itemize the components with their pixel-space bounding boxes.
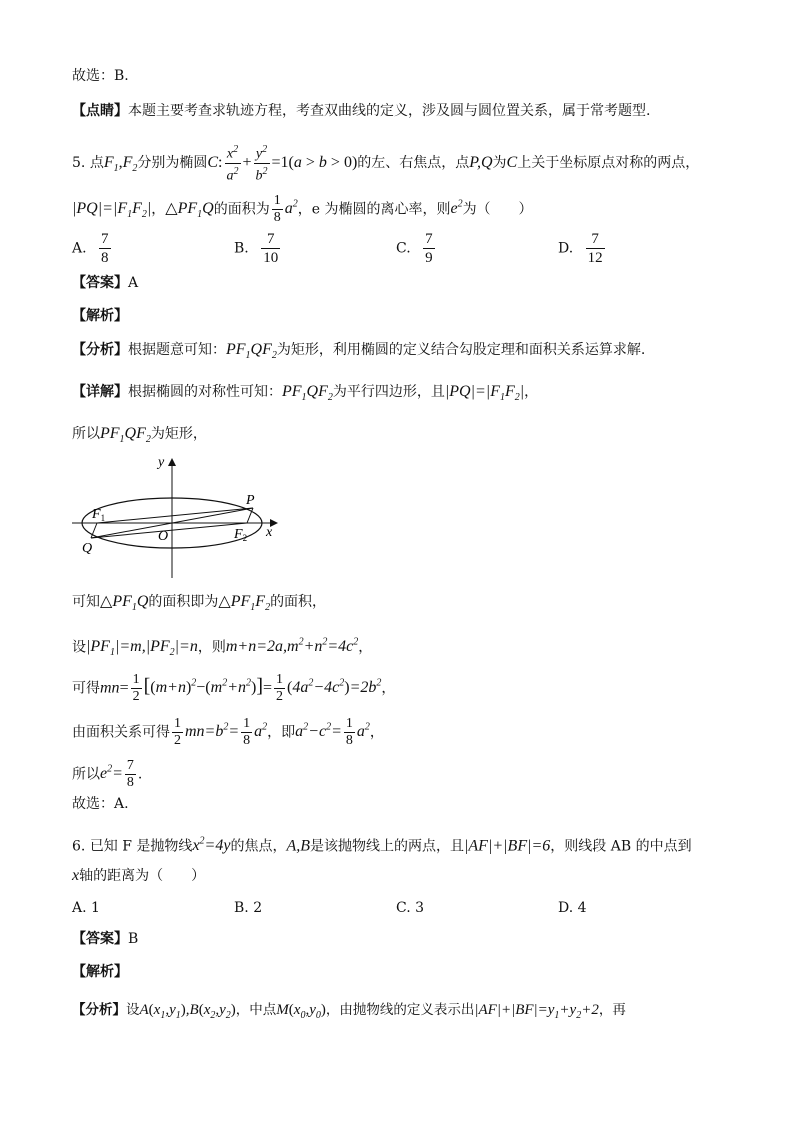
q6-text: 是该抛物线上的两点，且: [310, 838, 464, 855]
prev-comment: [72, 101, 650, 121]
area-text: ，: [369, 724, 384, 741]
prev-answer: 故选：B.: [72, 68, 129, 84]
option-value: 4: [577, 900, 587, 916]
q5-set: 设$|PF_1|=m,|PF_2|=n$，则$m+n=2a,m^2+n^2=4c^2$，: [72, 637, 373, 659]
q6-stem-line2: [72, 866, 205, 886]
option-label: A.: [72, 240, 87, 257]
option-den: 8: [101, 250, 109, 266]
segment-pf1: [97, 508, 253, 523]
q6-option-a[interactable]: [72, 898, 100, 918]
analysis-text: 根据题意可知：: [128, 342, 226, 358]
q6-option-d[interactable]: [558, 898, 587, 918]
get-text: ，: [381, 680, 396, 697]
label-q: Q: [82, 541, 93, 556]
label-f2: $F_2$: [234, 527, 248, 543]
q5-choose: 故选：A.: [72, 796, 129, 812]
label-o: O: [158, 529, 169, 544]
q5-text: 上关于坐标原点对称的两点，: [517, 155, 700, 172]
know-text: 可知: [72, 594, 100, 610]
answer-tag: 【答案】: [72, 275, 128, 291]
q5-so-rect: 所以$PF_1QF_2$为矩形，: [72, 425, 207, 446]
q5-text: 的面积为: [213, 201, 270, 218]
label-p: P: [246, 493, 255, 508]
so2-text: 所以: [72, 766, 100, 783]
q6-text: 轴的距离为（ ）: [79, 868, 206, 884]
q5-area: 由面积关系可得 $\frac{1}{2}$ $mn=b^2=$ $\frac{1}{8}$ $a^2$，即$a^2-c^2=$ $\frac{1}{8}$ $a^2$，: [72, 715, 384, 748]
q5-text: 点: [89, 155, 104, 172]
analysis-tag: 【分析】: [72, 1002, 126, 1018]
y-axis-arrow: [168, 458, 176, 466]
q5-know: 可知$\triangle PF_1Q$的面积即为$\triangle PF_1F_2$的面积，: [72, 593, 327, 614]
option-label: D.: [558, 900, 574, 916]
q5-detail: 【详解】根据椭圆的对称性可知：$PF_1QF_2$为平行四边形，且$|PQ|=|F_1F_2|$，: [72, 383, 539, 404]
segment-qf2: [91, 523, 247, 538]
q5-text: ，: [151, 201, 166, 218]
q5-answer: [72, 273, 138, 293]
option-num: 7: [591, 231, 599, 247]
q6-jiexi: [72, 962, 128, 982]
q5-number: 5.: [72, 155, 86, 172]
option-label: A.: [72, 900, 87, 916]
set-text: ，则: [197, 639, 226, 656]
q5-text: ，e 为椭圆的离心率，则: [297, 201, 451, 218]
option-den: 9: [425, 250, 433, 266]
q5-text: 的左、右焦点，点: [357, 155, 470, 172]
option-label: D.: [558, 240, 574, 257]
analysis-text: ，中点: [235, 1002, 277, 1018]
jiexi-tag: 【解析】: [72, 964, 128, 980]
q6-analysis: 【分析】设$A(x_1,y_1),B(x_2,y_2)$，中点$M(x_0,y_0)$，由抛物线的定义表示出$|AF|+|BF|=y_1+y_2+2$，再: [72, 1002, 626, 1021]
q5-so2: 所以$e^2=$ $\frac{7}{8}$ .: [72, 757, 143, 790]
option-den: 12: [587, 250, 603, 266]
set-text: ，: [358, 639, 373, 656]
jiexi-tag: 【解析】: [72, 308, 128, 324]
option-label: B.: [234, 240, 249, 257]
detail-tag: 【详解】: [72, 384, 128, 400]
option-label: B.: [234, 900, 249, 916]
q5-jiexi: [72, 306, 128, 326]
q5-option-c[interactable]: [396, 230, 437, 267]
label-x: x: [266, 525, 273, 540]
option-label: C.: [396, 900, 411, 916]
answer-value: B: [128, 931, 139, 947]
q5-option-d[interactable]: [558, 230, 607, 267]
q6-text: 已知 F 是抛物线: [89, 838, 193, 855]
option-num: 7: [425, 231, 433, 247]
q5-option-b[interactable]: [234, 230, 282, 267]
answer-tag: 【答案】: [72, 931, 128, 947]
q5-text: 为（ ）: [462, 201, 533, 218]
so2-text: .: [137, 766, 143, 783]
q5-stem-line1: 5. 点$F_1,F_2$分别为椭圆C: $\frac{x^2}{a^2}$ + $\frac{y^2}{b^2}$ =1(a > b > 0)的左、右焦点，点P,Q为C上关于坐标原点对称的两点，: [72, 144, 700, 184]
option-num: 7: [266, 231, 275, 247]
analysis-tag: 【分析】: [72, 342, 128, 358]
comment-text: 本题主要考查求轨迹方程，考查双曲线的定义，涉及圆与圆位置关系，属于常考题型.: [128, 103, 651, 119]
q6-text: ，则线段 AB 的中点到: [550, 838, 692, 855]
q5-stem-line2: $|PQ|=|F_1F_2|$，$\triangle PF_1Q$的面积为 $\frac{1}{8}$ $a^2$，e 为椭圆的离心率，则$e^2$为（ ）: [72, 192, 533, 225]
so-text: 所以: [72, 426, 100, 442]
know-text: 的面积，: [270, 594, 327, 610]
q6-option-c[interactable]: [396, 898, 424, 918]
label-f1: $F_1$: [92, 507, 106, 523]
detail-text: ，: [524, 384, 539, 400]
q5-option-a[interactable]: [72, 230, 113, 267]
q6-axis: x: [72, 867, 80, 884]
option-den: 10: [263, 250, 279, 266]
q6-stem-line1: 6. 已知 F 是抛物线$x^2=4y$的焦点，A,B是该抛物线上的两点，且|AF|+|BF|=6，则线段 AB 的中点到: [72, 836, 692, 855]
get-text: 可得: [72, 680, 100, 697]
so-text: 为矩形，: [150, 426, 207, 442]
set-text: 设: [72, 639, 86, 656]
option-num: 7: [101, 231, 109, 247]
area-text: ，即: [267, 724, 296, 741]
q6-option-b[interactable]: [234, 898, 262, 918]
q5-analysis: 【分析】根据题意可知：$PF_1QF_2$为矩形，利用椭圆的定义结合勾股定理和面积关系运算求解.: [72, 341, 646, 362]
q5-text: 分别为椭圆: [137, 155, 208, 172]
answer-value: A: [128, 275, 139, 291]
q6-number: 6.: [72, 838, 86, 855]
label-y: y: [158, 455, 165, 470]
analysis-text: 设: [126, 1002, 140, 1018]
analysis-text: ，再: [598, 1002, 626, 1018]
option-value: 2: [253, 900, 263, 916]
q6-text: 的焦点，: [230, 838, 287, 855]
q5-get: 可得mn= $\frac{1}{2}$ $[(m+n)^2-(m^2+n^2)]=$ $\frac{1}{2}$ $(4a^2-4c^2)=2b^2$，: [72, 671, 396, 704]
q6-answer: [72, 929, 138, 949]
area-text: 由面积关系可得: [72, 724, 170, 741]
q5-text: 为: [492, 155, 507, 172]
ellipse-figure: [70, 452, 290, 582]
analysis-text: 为矩形，利用椭圆的定义结合勾股定理和面积关系运算求解.: [276, 342, 646, 358]
detail-text: 根据椭圆的对称性可知：: [128, 384, 282, 400]
option-label: C.: [396, 240, 411, 257]
analysis-text: ，由抛物线的定义表示出: [325, 1002, 475, 1018]
option-value: 1: [91, 900, 100, 916]
detail-text: 为平行四边形，且: [332, 384, 445, 400]
option-value: 3: [415, 900, 425, 916]
comment-tag: 【点睛】: [72, 103, 128, 119]
know-text: 的面积即为: [148, 594, 219, 610]
